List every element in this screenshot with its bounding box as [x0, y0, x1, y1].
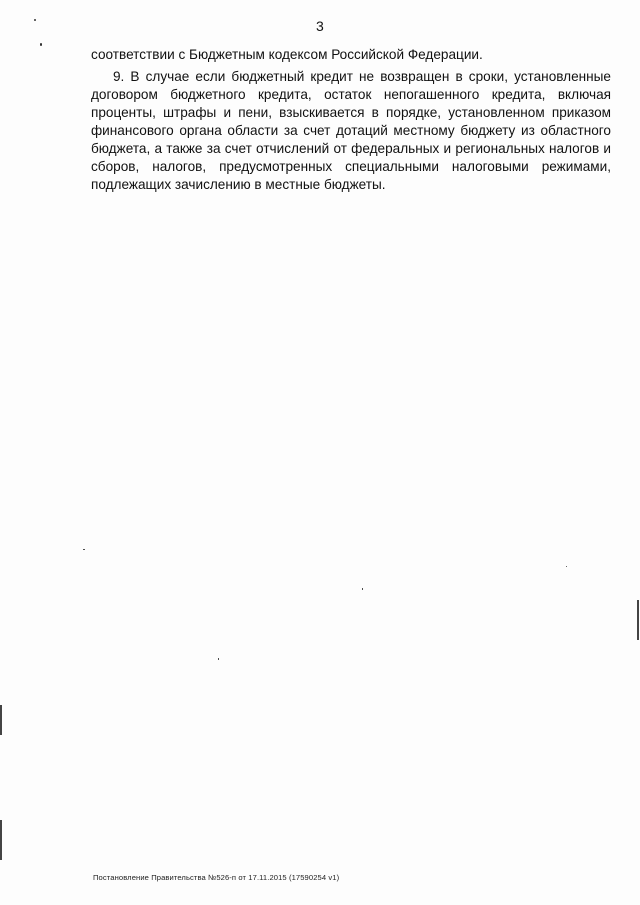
scan-speck	[566, 566, 567, 567]
document-body	[91, 46, 611, 194]
scan-speck	[218, 658, 219, 660]
scan-speck	[34, 19, 36, 21]
page-number: 3	[316, 18, 324, 34]
scan-edge	[0, 705, 2, 735]
scan-edge	[0, 820, 2, 860]
document-footer: Постановление Правительства №526-п от 17.11.2015 (17590254 v1)	[93, 873, 340, 882]
scan-edge	[637, 600, 639, 640]
scan-speck	[40, 43, 42, 46]
scan-speck	[362, 588, 363, 590]
paragraph-9: 9. В случае если бюджетный кредит не возвращен в сроки, установленные договором бюджетного кредита, остаток непогашенного кредита, включая проценты, штрафы и пени, взыскивается в порядке, установленном приказом финансового органа области за счет дотаций местному бюджету из областного бюджета, а также за счет отчислений от федеральных и региональных налогов и сборов, налогов, предусмотренных специальными налоговыми режимами, подлежащих зачислению в местные бюджеты.	[91, 69, 611, 192]
scan-speck	[83, 549, 85, 550]
paragraph-continuation: соответствии с Бюджетным кодексом Российской Федерации.	[91, 47, 483, 62]
